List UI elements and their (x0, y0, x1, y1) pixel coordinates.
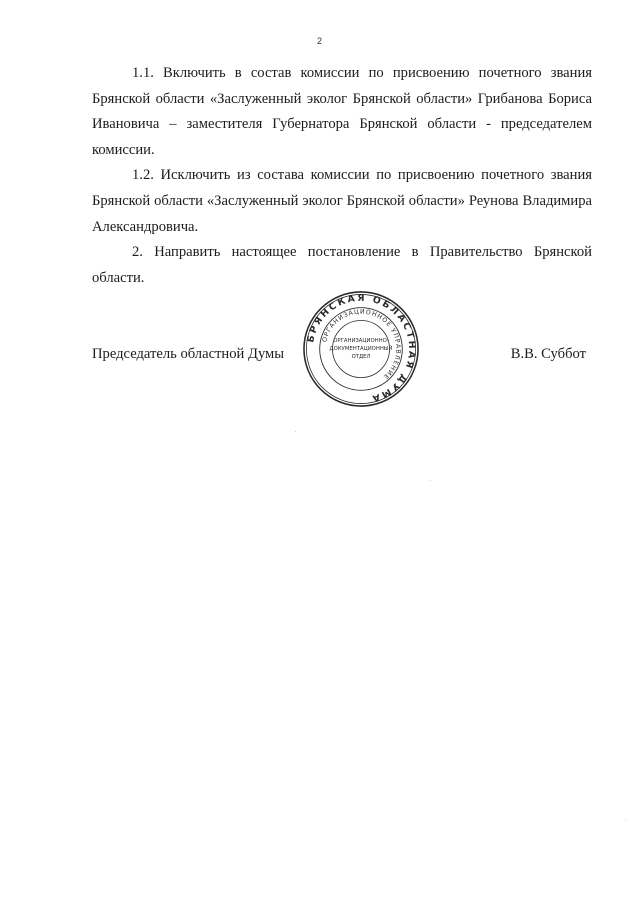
scan-speck (625, 820, 626, 821)
seal-center-line-1: ОРГАНИЗАЦИОННО- (333, 338, 389, 345)
scan-speck (430, 480, 431, 481)
signatory-title: Председатель областной Думы (92, 346, 285, 362)
seal-center-line-2: ДОКУМЕНТАЦИОННЫЙ (329, 345, 393, 352)
seal-outer-text: БРЯНСКАЯ ОБЛАСТНАЯ ДУМА (305, 292, 418, 405)
document-body (92, 61, 592, 291)
paragraph-1-2: 1.2. Исключить из состава комиссии по присвоению почетного звания Брянской области «Заслуженный эколог Брянской области» Реунова Владимира Александровича. (92, 167, 592, 235)
paragraph-1-1: 1.1. Включить в состав комиссии по присвоению почетного звания Брянской области «Заслуженный эколог Брянской области» Грибанова Бориса Ивановича – заместителя Губернатора Брянской области - председателем комиссии. (92, 65, 592, 158)
official-seal (302, 290, 420, 408)
scan-speck (295, 431, 296, 432)
signatory-name: В.В. Суббот (510, 346, 586, 362)
seal-center-line-3: ОТДЕЛ (351, 353, 371, 360)
page-number: 2 (316, 36, 322, 46)
seal-graphic (302, 290, 420, 408)
paragraph-2: 2. Направить настоящее постановление в Правительство Брянской области. (92, 244, 592, 286)
seal-inner-text: ОРГАНИЗАЦИОННОЕ УПРАВЛЕНИЕ (321, 308, 402, 381)
